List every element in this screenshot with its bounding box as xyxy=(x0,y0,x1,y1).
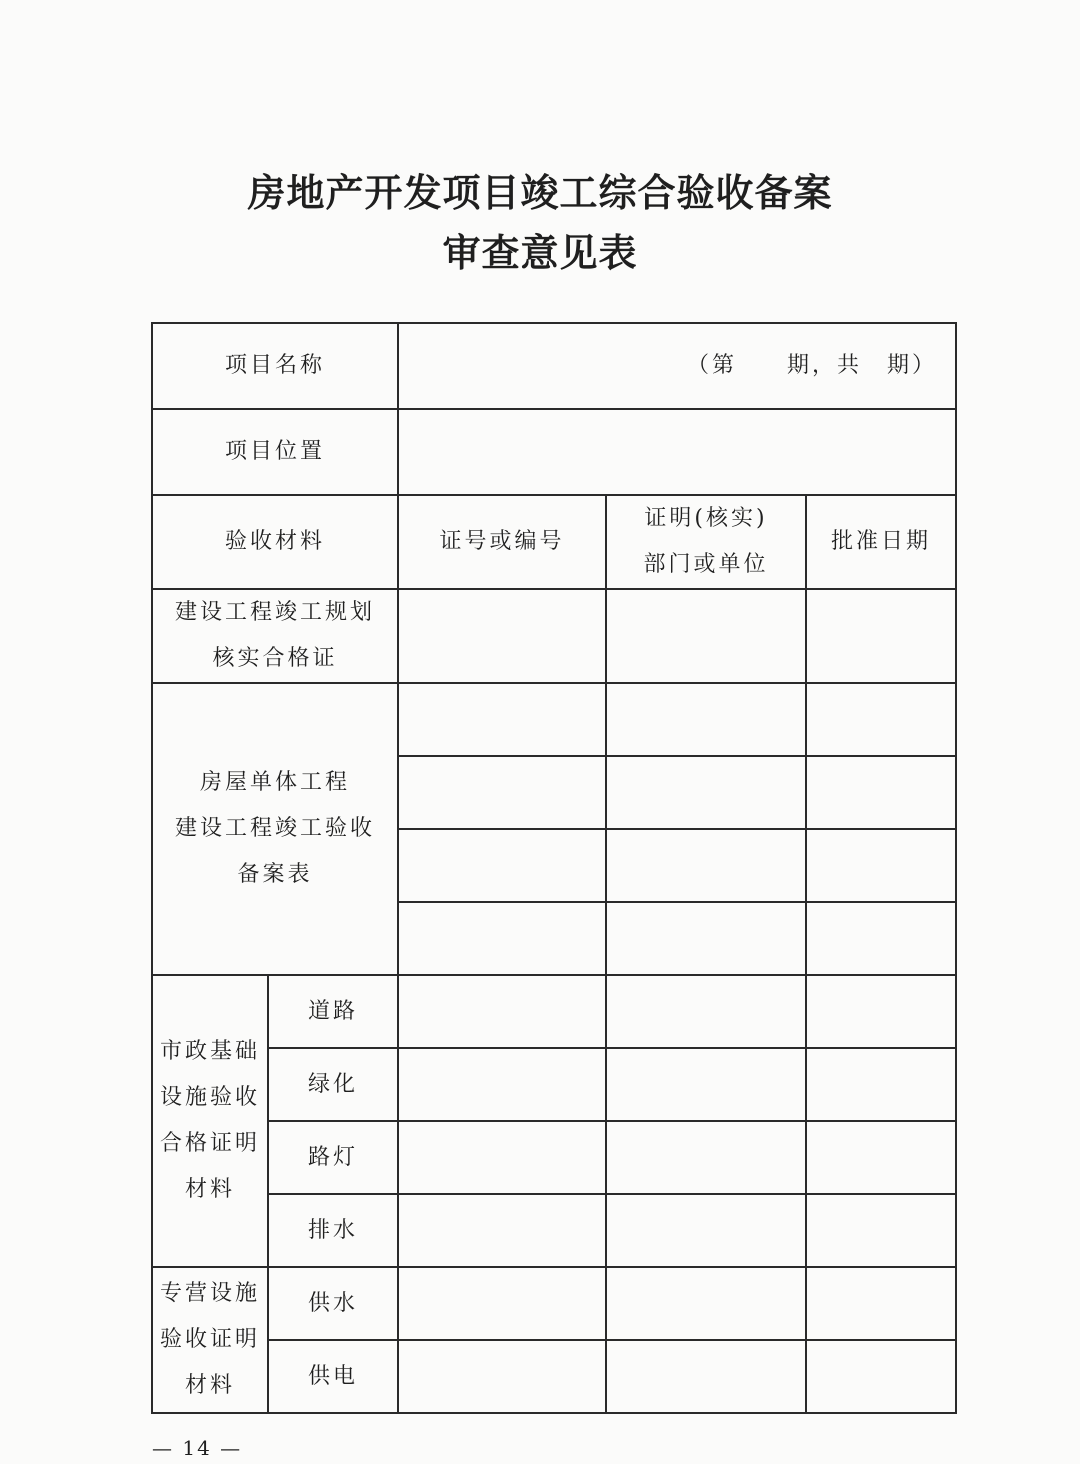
utility-date-cell[interactable] xyxy=(806,1267,956,1340)
header-cert-number: 证号或编号 xyxy=(398,495,606,589)
housing-date-cell[interactable] xyxy=(806,683,956,756)
header-material: 验收材料 xyxy=(152,495,398,589)
municipal-cert-number-cell[interactable] xyxy=(398,975,606,1048)
utility-date-cell[interactable] xyxy=(806,1340,956,1413)
planning-label-line2: 核实合格证 xyxy=(212,646,338,671)
utility-label-line3: 材料 xyxy=(184,1373,235,1398)
municipal-sub-greening: 绿化 xyxy=(268,1048,398,1121)
municipal-sub-drainage: 排水 xyxy=(268,1194,398,1267)
utility-dept-cell[interactable] xyxy=(606,1267,806,1340)
utility-label-line2: 验收证明 xyxy=(159,1327,260,1352)
housing-cert-number-cell[interactable] xyxy=(398,756,606,829)
municipal-row-road xyxy=(152,975,956,1048)
municipal-date-cell[interactable] xyxy=(806,975,956,1048)
planning-label xyxy=(152,589,398,683)
housing-date-cell[interactable] xyxy=(806,756,956,829)
housing-label-line2: 建设工程竣工验收 xyxy=(175,816,376,841)
header-approval-date: 批准日期 xyxy=(806,495,956,589)
housing-row-1 xyxy=(152,683,956,756)
header-cert-dept xyxy=(606,495,806,589)
housing-date-cell[interactable] xyxy=(806,829,956,902)
housing-date-cell[interactable] xyxy=(806,902,956,975)
utility-label-line1: 专营设施 xyxy=(159,1281,260,1306)
housing-dept-cell[interactable] xyxy=(606,829,806,902)
utility-row-water xyxy=(152,1267,956,1340)
utility-sub-power: 供电 xyxy=(268,1340,398,1413)
header-cert-dept-line1: 证明(核实) xyxy=(644,506,768,531)
project-location-field[interactable] xyxy=(398,409,956,495)
municipal-label-line4: 材料 xyxy=(184,1177,235,1202)
municipal-date-cell[interactable] xyxy=(806,1194,956,1267)
municipal-row-greening xyxy=(152,1048,956,1121)
review-form-table xyxy=(151,322,957,1414)
project-location-label: 项目位置 xyxy=(152,409,398,495)
utility-row-power xyxy=(152,1340,956,1413)
utility-label xyxy=(152,1267,268,1413)
planning-date-cell[interactable] xyxy=(806,589,956,683)
housing-label xyxy=(152,683,398,975)
municipal-date-cell[interactable] xyxy=(806,1048,956,1121)
municipal-row-streetlight xyxy=(152,1121,956,1194)
municipal-dept-cell[interactable] xyxy=(606,1194,806,1267)
project-name-label: 项目名称 xyxy=(152,323,398,409)
municipal-sub-streetlight: 路灯 xyxy=(268,1121,398,1194)
municipal-dept-cell[interactable] xyxy=(606,975,806,1048)
project-name-row xyxy=(152,323,956,409)
utility-sub-water: 供水 xyxy=(268,1267,398,1340)
municipal-dept-cell[interactable] xyxy=(606,1121,806,1194)
utility-cert-number-cell[interactable] xyxy=(398,1340,606,1413)
planning-cert-number-cell[interactable] xyxy=(398,589,606,683)
housing-dept-cell[interactable] xyxy=(606,683,806,756)
header-cert-dept-line2: 部门或单位 xyxy=(643,552,769,577)
project-name-field[interactable]: （第 期，共 期） xyxy=(398,323,956,409)
housing-dept-cell[interactable] xyxy=(606,756,806,829)
housing-cert-number-cell[interactable] xyxy=(398,683,606,756)
municipal-label xyxy=(152,975,268,1267)
housing-label-line3: 备案表 xyxy=(237,862,313,887)
header-row xyxy=(152,495,956,589)
planning-dept-cell[interactable] xyxy=(606,589,806,683)
page-number: — 14 — xyxy=(152,1436,243,1460)
municipal-cert-number-cell[interactable] xyxy=(398,1048,606,1121)
municipal-label-line2: 设施验收 xyxy=(159,1085,260,1110)
municipal-cert-number-cell[interactable] xyxy=(398,1121,606,1194)
document-title-line2: 审查意见表 xyxy=(442,231,638,275)
municipal-row-drainage xyxy=(152,1194,956,1267)
housing-dept-cell[interactable] xyxy=(606,902,806,975)
municipal-date-cell[interactable] xyxy=(806,1121,956,1194)
municipal-label-line3: 合格证明 xyxy=(159,1131,260,1156)
housing-cert-number-cell[interactable] xyxy=(398,829,606,902)
housing-cert-number-cell[interactable] xyxy=(398,902,606,975)
municipal-sub-road: 道路 xyxy=(268,975,398,1048)
housing-label-line1: 房屋单体工程 xyxy=(200,770,351,795)
project-location-row xyxy=(152,409,956,495)
document-title-line1: 房地产开发项目竣工综合验收备案 xyxy=(247,171,833,215)
utility-cert-number-cell[interactable] xyxy=(398,1267,606,1340)
municipal-cert-number-cell[interactable] xyxy=(398,1194,606,1267)
municipal-label-line1: 市政基础 xyxy=(159,1039,260,1064)
planning-label-line1: 建设工程竣工规划 xyxy=(175,600,376,625)
planning-row xyxy=(152,589,956,683)
municipal-dept-cell[interactable] xyxy=(606,1048,806,1121)
utility-dept-cell[interactable] xyxy=(606,1340,806,1413)
